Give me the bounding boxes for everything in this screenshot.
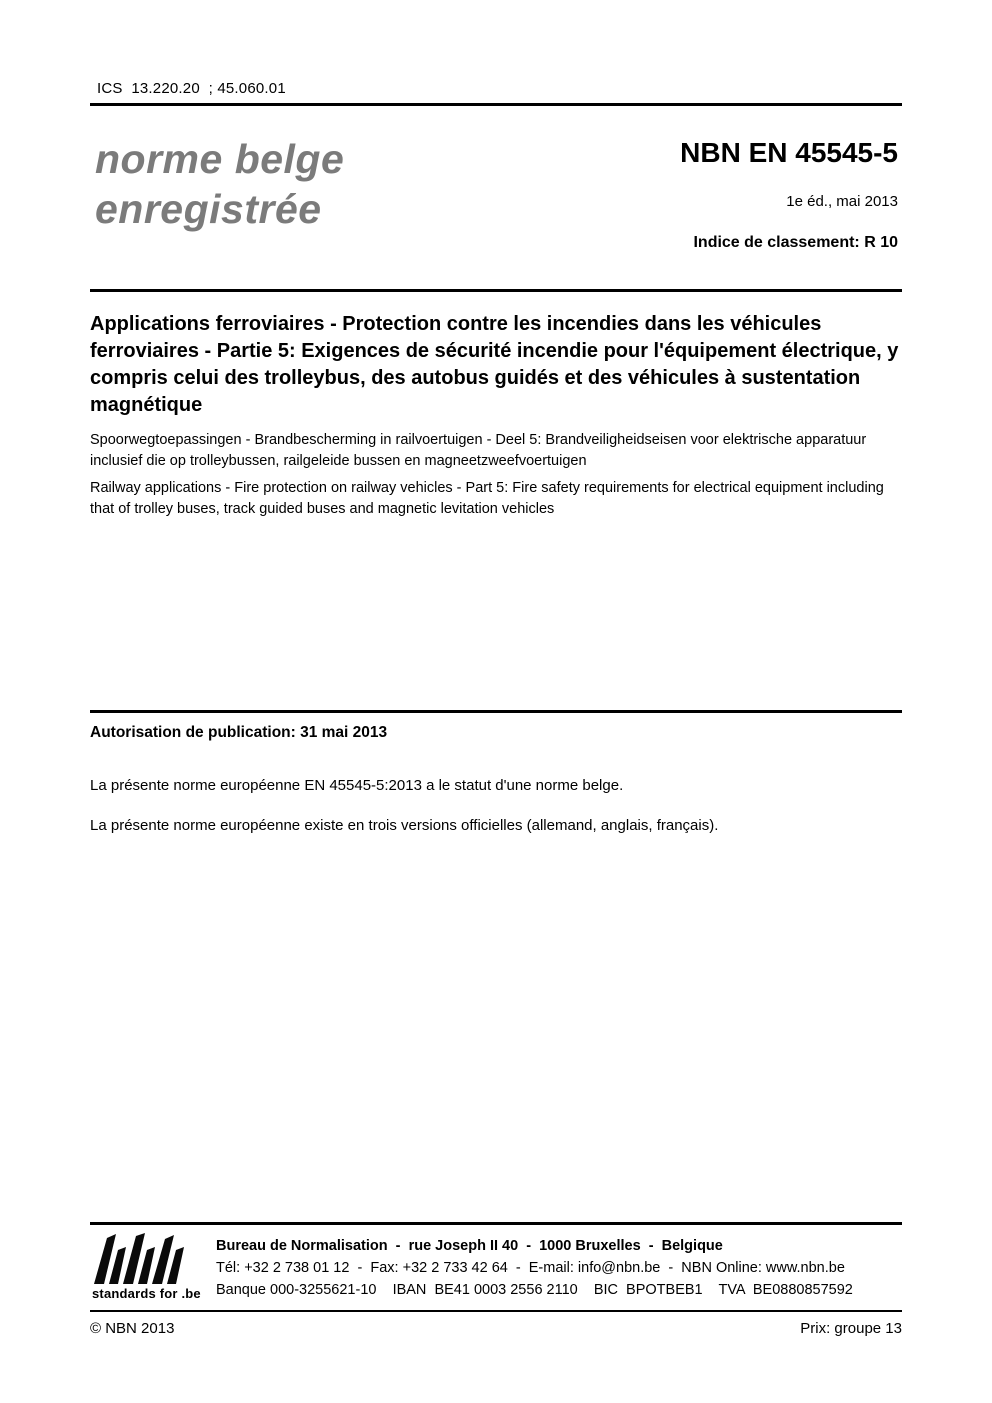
classification-index: Indice de classement: R 10	[693, 234, 898, 251]
reference-block	[90, 138, 898, 252]
copyright-notice: © NBN 2013	[90, 1320, 175, 1337]
publisher-address: Bureau de Normalisation - rue Joseph II 40 - 1000 Bruxelles - Belgique	[216, 1238, 723, 1254]
title-french: Applications ferroviaires - Protection contre les incendies dans les véhicules ferroviaires - Partie 5: Exigences de sécurité incendie pour l'équipement électrique, y compris celui des trolleybus, des autobus guidés et des véhicules à sustentation magnétique	[90, 313, 899, 416]
nbn-logo	[92, 1232, 214, 1301]
document-type-line1: norme belge	[95, 136, 345, 182]
top-divider	[90, 103, 902, 106]
nbn-logo-icon	[92, 1232, 204, 1284]
versions-statement: La présente norme européenne existe en trois versions officielles (allemand, anglais, français).	[90, 817, 719, 834]
publisher-bank-info: Banque 000-3255621-10 IBAN BE41 0003 2556 2110 BIC BPOTBEB1 TVA BE0880857592	[216, 1282, 853, 1298]
authorization-divider	[90, 710, 902, 713]
price-group: Prix: groupe 13	[800, 1320, 902, 1337]
document-type-line2: enregistrée	[95, 186, 322, 232]
title-english: Railway applications - Fire protection on railway vehicles - Part 5: Fire safety requirements for electrical equipment including that of trolley buses, track guided buses and magnetic levitation vehicles	[90, 480, 884, 517]
standard-number: NBN EN 45545-5	[680, 137, 898, 168]
publisher-divider	[90, 1222, 902, 1225]
title-block	[90, 311, 902, 526]
publication-authorization: Autorisation de publication: 31 mai 2013	[90, 724, 388, 741]
masthead-divider	[90, 289, 902, 292]
nbn-logo-tagline: standards for .be	[92, 1286, 201, 1301]
page-footer	[90, 1320, 902, 1337]
footer-divider	[90, 1310, 902, 1312]
ics-code: ICS 13.220.20 ; 45.060.01	[97, 80, 286, 97]
publisher-phone-email: Tél: +32 2 738 01 12 - Fax: +32 2 733 42 64 - E-mail: info@nbn.be - NBN Online: www.nbn.be	[216, 1260, 845, 1276]
title-dutch: Spoorwegtoepassingen - Brandbescherming in railvoertuigen - Deel 5: Brandveiligheidseisen voor elektrische apparatuur inclusief die op trolleybussen, railgeleide bussen en magneetzweefvoertuigen	[90, 432, 867, 469]
edition-date: 1e éd., mai 2013	[786, 193, 898, 210]
status-statement: La présente norme européenne EN 45545-5:2013 a le statut d'une norme belge.	[90, 777, 624, 794]
publisher-block	[92, 1232, 902, 1301]
publisher-contact	[216, 1232, 853, 1301]
